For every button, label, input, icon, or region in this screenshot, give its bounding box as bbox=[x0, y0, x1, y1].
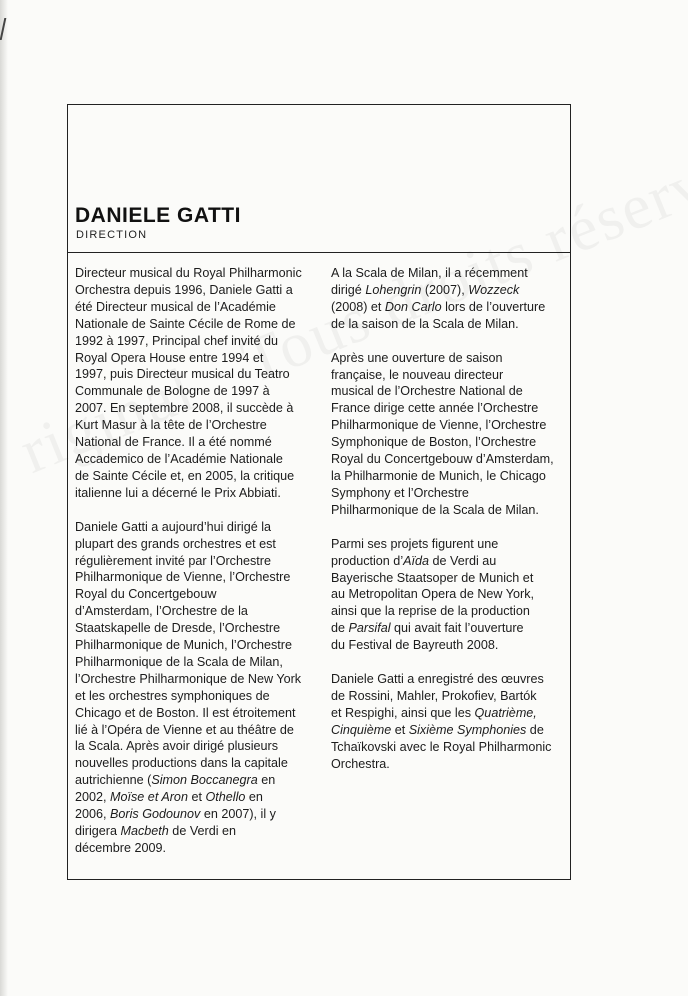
paragraph bbox=[331, 265, 563, 333]
text-run: décembre 2009. bbox=[75, 840, 167, 855]
text-line bbox=[75, 553, 313, 570]
text-line bbox=[331, 400, 563, 417]
text-line bbox=[331, 367, 563, 384]
text-run: dirigé bbox=[331, 282, 366, 297]
text-run: 2007. En septembre 2008, il succède à bbox=[75, 401, 294, 416]
text-line bbox=[331, 468, 563, 485]
text-line bbox=[331, 637, 563, 654]
text-line bbox=[331, 536, 563, 553]
text-line bbox=[75, 722, 313, 739]
text-run: autrichienne ( bbox=[75, 773, 152, 788]
text-run: Parmi ses projets figurent une bbox=[331, 536, 499, 551]
text-run: Philharmonique de Vienne, l’Orchestre bbox=[331, 418, 547, 433]
paragraph bbox=[331, 536, 563, 654]
text-line bbox=[75, 705, 313, 722]
text-run: Royal Opera House entre 1994 et bbox=[75, 350, 264, 365]
text-run: Après une ouverture de saison bbox=[331, 350, 503, 365]
text-run: Symphonique de Boston, l’Orchestre bbox=[331, 435, 537, 450]
text-line bbox=[331, 265, 563, 282]
text-run: Philharmonique de la Scala de Milan, bbox=[75, 654, 283, 669]
text-run: Daniele Gatti a enregistré des œuvres bbox=[331, 672, 544, 687]
text-run: 2006, bbox=[75, 807, 111, 822]
text-line bbox=[75, 265, 313, 282]
text-run: National de France. Il a été nommé bbox=[75, 435, 272, 450]
text-run: l’Orchestre Philharmonique de New York bbox=[75, 671, 302, 686]
text-line bbox=[75, 654, 313, 671]
text-run: 2002, bbox=[75, 790, 111, 805]
text-run: Nationale de Sainte Cécile de Rome de bbox=[75, 316, 296, 331]
text-run: Chicago et de Boston. Il est étroitement bbox=[75, 705, 296, 720]
text-run: (2007), bbox=[421, 282, 469, 297]
artist-role: DIRECTION bbox=[76, 229, 148, 241]
text-run: de Verdi au bbox=[429, 553, 497, 568]
text-line bbox=[75, 333, 313, 350]
biography-header bbox=[68, 105, 570, 253]
text-run: nouvelles productions dans la capitale bbox=[75, 756, 288, 771]
text-run: Orchestra. bbox=[331, 756, 390, 771]
text-run: dirigera bbox=[75, 824, 121, 838]
text-line bbox=[75, 299, 313, 316]
text-run: Daniele Gatti a aujourd’hui dirigé la bbox=[75, 519, 272, 534]
biography-column-right bbox=[331, 265, 563, 789]
text-line bbox=[331, 586, 563, 603]
text-run: Tchaïkovski avec le Royal Philharmonic bbox=[331, 739, 552, 754]
text-run: et bbox=[391, 722, 409, 737]
text-run: Philharmonique de la Scala de Milan. bbox=[331, 502, 539, 517]
text-line bbox=[331, 350, 563, 367]
text-run: Philharmonique de Munich, l’Orchestre bbox=[75, 638, 292, 653]
text-run: et Respighi, ainsi que les bbox=[331, 705, 475, 720]
text-run: du Festival de Bayreuth 2008. bbox=[331, 638, 499, 653]
text-run: française, le nouveau directeur bbox=[331, 367, 504, 382]
text-line bbox=[331, 739, 563, 756]
text-line bbox=[331, 603, 563, 620]
text-line bbox=[75, 468, 313, 485]
text-line bbox=[75, 772, 313, 789]
text-line bbox=[75, 569, 313, 586]
text-line bbox=[75, 383, 313, 400]
text-line bbox=[75, 519, 313, 536]
text-run: Royal du Concertgebouw bbox=[75, 587, 217, 602]
italic-title: Macbeth bbox=[120, 824, 169, 838]
text-run: Symphony et l’Orchestre bbox=[331, 485, 469, 500]
text-line bbox=[331, 671, 563, 688]
italic-title: Simon Boccanegra bbox=[151, 773, 258, 788]
text-run: 1997, puis Directeur musical du Teatro bbox=[75, 367, 290, 382]
text-line bbox=[331, 553, 563, 570]
text-run: Accademico de l’Académie Nationale bbox=[75, 451, 283, 466]
text-line bbox=[331, 722, 563, 739]
text-line bbox=[75, 840, 313, 857]
text-line bbox=[75, 688, 313, 705]
text-run: musical de l’Orchestre National de bbox=[331, 384, 523, 399]
text-line bbox=[75, 434, 313, 451]
text-run: en bbox=[257, 773, 276, 788]
text-run: de bbox=[526, 722, 544, 737]
text-run: Philharmonique de Vienne, l’Orchestre bbox=[75, 570, 291, 585]
text-run: lié à l’Opéra de Vienne et au théâtre de bbox=[75, 722, 294, 737]
text-run: italienne lui a décerné le Prix Abbiati. bbox=[75, 485, 281, 500]
text-line bbox=[75, 316, 313, 333]
text-run: et bbox=[187, 790, 206, 805]
text-line bbox=[75, 603, 313, 620]
text-line bbox=[331, 688, 563, 705]
italic-title: Cinquième bbox=[331, 722, 392, 737]
italic-title: Othello bbox=[205, 790, 246, 805]
paragraph bbox=[75, 265, 313, 502]
italic-title: Wozzeck bbox=[468, 282, 520, 297]
text-run: France dirige cette année l’Orchestre bbox=[331, 401, 539, 416]
italic-title: Aïda bbox=[403, 553, 430, 568]
text-line bbox=[75, 485, 313, 502]
text-run: été Directeur musical de l’Académie bbox=[75, 299, 276, 314]
paragraph bbox=[75, 519, 313, 857]
text-line bbox=[331, 316, 563, 333]
text-line bbox=[75, 806, 313, 823]
artist-name: DANIELE GATTI bbox=[75, 204, 241, 227]
text-line bbox=[331, 705, 563, 722]
text-line bbox=[331, 570, 563, 587]
biography-column-left bbox=[75, 265, 313, 874]
text-run: de Rossini, Mahler, Prokofiev, Bartók bbox=[331, 688, 537, 703]
text-run: 1992 à 1997, Principal chef invité du bbox=[75, 333, 279, 348]
text-run: Communale de Bologne de 1997 à bbox=[75, 384, 270, 399]
text-run: de bbox=[331, 621, 349, 636]
text-run: en 2007), il y bbox=[200, 807, 276, 822]
text-line bbox=[331, 383, 563, 400]
text-line bbox=[75, 823, 313, 840]
text-line bbox=[75, 620, 313, 637]
biography-box bbox=[67, 104, 571, 880]
italic-title: Sixième Symphonies bbox=[408, 722, 527, 737]
text-run: Orchestra depuis 1996, Daniele Gatti a bbox=[75, 282, 293, 297]
text-line bbox=[331, 485, 563, 502]
text-run: A la Scala de Milan, il a récemment bbox=[331, 266, 528, 280]
text-run: Directeur musical du Royal Philharmonic bbox=[75, 266, 302, 280]
text-run: et les orchestres symphoniques de bbox=[75, 688, 270, 703]
text-line bbox=[331, 620, 563, 637]
text-line bbox=[331, 417, 563, 434]
text-line bbox=[75, 536, 313, 553]
text-run: plupart des grands orchestres et est bbox=[75, 536, 276, 551]
text-line bbox=[75, 671, 313, 688]
text-line bbox=[75, 637, 313, 654]
text-run: lors de l’ouverture bbox=[441, 299, 546, 314]
text-run: ainsi que la reprise de la production bbox=[331, 604, 530, 619]
text-run: de Verdi en bbox=[168, 824, 237, 838]
text-run: Kurt Masur à la tête de l’Orchestre bbox=[75, 418, 267, 433]
text-run: de Sainte Cécile et, en 2005, la critique bbox=[75, 468, 295, 483]
italic-title: Boris Godounov bbox=[110, 807, 201, 822]
text-line bbox=[75, 366, 313, 383]
text-line bbox=[75, 451, 313, 468]
text-run: la Scala. Après avoir dirigé plusieurs bbox=[75, 739, 279, 754]
text-line bbox=[75, 350, 313, 367]
text-run: en bbox=[245, 790, 263, 805]
text-line bbox=[75, 755, 313, 772]
text-run: régulièrement invité par l’Orchestre bbox=[75, 553, 271, 568]
text-line bbox=[331, 502, 563, 519]
paragraph bbox=[331, 350, 563, 519]
italic-title: Moïse et Aron bbox=[110, 790, 188, 805]
text-line bbox=[75, 417, 313, 434]
italic-title: Lohengrin bbox=[365, 282, 422, 297]
text-line bbox=[331, 299, 563, 316]
text-run: qui avait fait l’ouverture bbox=[390, 621, 524, 636]
italic-title: Quatrième, bbox=[474, 705, 537, 720]
text-line bbox=[331, 434, 563, 451]
text-line bbox=[75, 586, 313, 603]
italic-title: Parsifal bbox=[348, 621, 391, 636]
text-run: au Metropolitan Opera de New York, bbox=[331, 587, 535, 602]
text-line bbox=[75, 282, 313, 299]
text-line bbox=[75, 789, 313, 806]
text-line bbox=[75, 400, 313, 417]
text-run: production d’ bbox=[331, 553, 404, 568]
text-line bbox=[331, 282, 563, 299]
italic-title: Don Carlo bbox=[384, 299, 442, 314]
paragraph bbox=[331, 671, 563, 772]
text-line bbox=[331, 756, 563, 773]
text-run: de la saison de la Scala de Milan. bbox=[331, 316, 519, 331]
text-run: Bayerische Staatsoper de Munich et bbox=[331, 570, 534, 585]
text-run: (2008) et bbox=[331, 299, 385, 314]
text-run: la Philharmonie de Munich, le Chicago bbox=[331, 468, 546, 483]
page-edge-shadow bbox=[0, 0, 8, 996]
text-run: d’Amsterdam, l’Orchestre de la bbox=[75, 604, 248, 619]
text-run: Staatskapelle de Dresde, l’Orchestre bbox=[75, 621, 281, 636]
text-line bbox=[75, 738, 313, 755]
text-run: Royal du Concertgebouw d’Amsterdam, bbox=[331, 452, 554, 467]
text-line bbox=[331, 451, 563, 468]
